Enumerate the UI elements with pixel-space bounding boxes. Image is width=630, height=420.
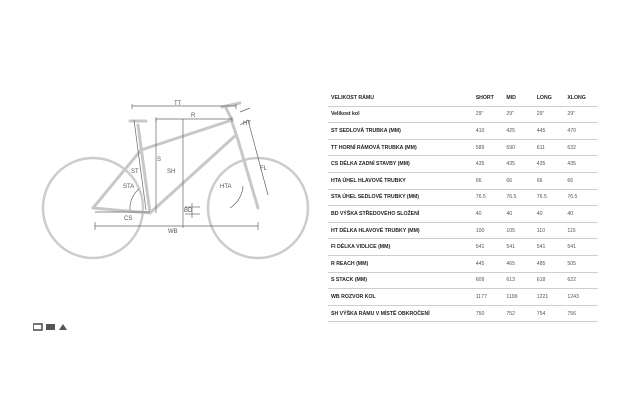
row-value: 40 [476, 206, 507, 223]
row-value: 435 [537, 156, 568, 173]
row-value: 29" [537, 106, 568, 123]
row-value: 110 [537, 222, 568, 239]
row-value: 40 [506, 206, 536, 223]
row-value: 445 [476, 255, 507, 272]
table-row [328, 289, 598, 306]
row-value: 609 [476, 272, 507, 289]
row-value: 1221 [537, 289, 568, 306]
label-s: S [157, 157, 162, 163]
table-row [328, 206, 598, 223]
row-value: 622 [567, 272, 598, 289]
row-label: SH VÝŠKA RÁMU V MÍSTĚ OBKROČENÍ [328, 305, 476, 322]
label-ht: HT [243, 121, 251, 127]
row-value: 29" [476, 106, 507, 123]
row-value: 1243 [567, 289, 598, 306]
row-label: STA ÚHEL SEDLOVÉ TRUBKY (MM) [328, 189, 476, 206]
table-row [328, 255, 598, 272]
row-label: CS DÉLKA ZADNÍ STAVBY (MM) [328, 156, 476, 173]
row-value: 66 [567, 172, 598, 189]
row-value: 115 [567, 222, 598, 239]
table-row [328, 139, 598, 156]
row-value: 66 [537, 172, 568, 189]
label-bd: BD [184, 208, 193, 214]
table-row [328, 222, 598, 239]
table-row [328, 272, 598, 289]
row-label: FI DÉLKA VIDLICE (MM) [328, 239, 476, 256]
row-label: TT HORNÍ RÁMOVÁ TRUBKA (MM) [328, 139, 476, 156]
row-label: S STACK (MM) [328, 272, 476, 289]
row-value: 76.5 [567, 189, 598, 206]
row-value: 754 [537, 305, 568, 322]
row-label: WB ROZVOR KOL [328, 289, 476, 306]
row-value: 613 [506, 272, 536, 289]
row-label: Velikost kol [328, 106, 476, 123]
table-row [328, 239, 598, 256]
row-value: 541 [567, 239, 598, 256]
row-value: 66 [506, 172, 536, 189]
row-label: R REACH (MM) [328, 255, 476, 272]
table-row [328, 305, 598, 322]
row-value: 76.5 [506, 189, 536, 206]
row-value: 611 [537, 139, 568, 156]
row-value: 618 [537, 272, 568, 289]
label-hta: HTA [220, 184, 232, 190]
label-r: R [191, 113, 196, 119]
row-value: 589 [476, 139, 507, 156]
row-value: 425 [506, 123, 536, 140]
table-row [328, 106, 598, 123]
row-value: 100 [476, 222, 507, 239]
row-value: 1177 [476, 289, 507, 306]
row-label: BD VÝŠKA STŘEDOVÉHO SLOŽENÍ [328, 206, 476, 223]
table-row [328, 123, 598, 140]
row-value: 410 [476, 123, 507, 140]
row-value: 632 [567, 139, 598, 156]
row-value: 66 [476, 172, 507, 189]
row-value: 541 [537, 239, 568, 256]
row-value: 105 [506, 222, 536, 239]
row-value: 752 [506, 305, 536, 322]
column-header-short: SHORT [476, 90, 507, 106]
row-value: 40 [537, 206, 568, 223]
row-value: 435 [506, 156, 536, 173]
row-label: ST SEDLOVÁ TRUBKA (MM) [328, 123, 476, 140]
row-label: HTA ÚHEL HLAVOVÉ TRUBKY [328, 172, 476, 189]
label-sh: SH [167, 169, 176, 175]
row-value: 756 [567, 305, 598, 322]
row-value: 750 [476, 305, 507, 322]
label-st: ST [131, 169, 139, 175]
row-value: 541 [506, 239, 536, 256]
column-header-long: LONG [537, 90, 568, 106]
column-header-frame-size: VELIKOST RÁMU [328, 90, 476, 106]
table-row [328, 189, 598, 206]
brand-logo [33, 322, 73, 332]
label-fl: FL [260, 166, 268, 172]
label-cs: CS [124, 216, 133, 222]
geometry-table [328, 90, 598, 322]
label-sta: STA [123, 184, 135, 190]
row-value: 465 [506, 255, 536, 272]
label-tt: TT [174, 101, 182, 107]
row-value: 29" [567, 106, 598, 123]
label-wb: WB [168, 229, 178, 235]
row-value: 541 [476, 239, 507, 256]
row-value: 40 [567, 206, 598, 223]
row-value: 1199 [506, 289, 536, 306]
row-value: 435 [567, 156, 598, 173]
table-header-row [328, 90, 598, 106]
row-value: 445 [537, 123, 568, 140]
row-value: 29" [506, 106, 536, 123]
row-value: 76.5 [537, 189, 568, 206]
row-value: 590 [506, 139, 536, 156]
column-header-mid: MID [506, 90, 536, 106]
row-value: 76.5 [476, 189, 507, 206]
row-label: HT DÉLKA HLAVOVÉ TRUBKY (MM) [328, 222, 476, 239]
table-row [328, 156, 598, 173]
row-value: 470 [567, 123, 598, 140]
row-value: 485 [537, 255, 568, 272]
row-value: 435 [476, 156, 507, 173]
column-header-xlong: XLONG [567, 90, 598, 106]
table-row [328, 172, 598, 189]
row-value: 505 [567, 255, 598, 272]
bike-frame [93, 103, 258, 213]
